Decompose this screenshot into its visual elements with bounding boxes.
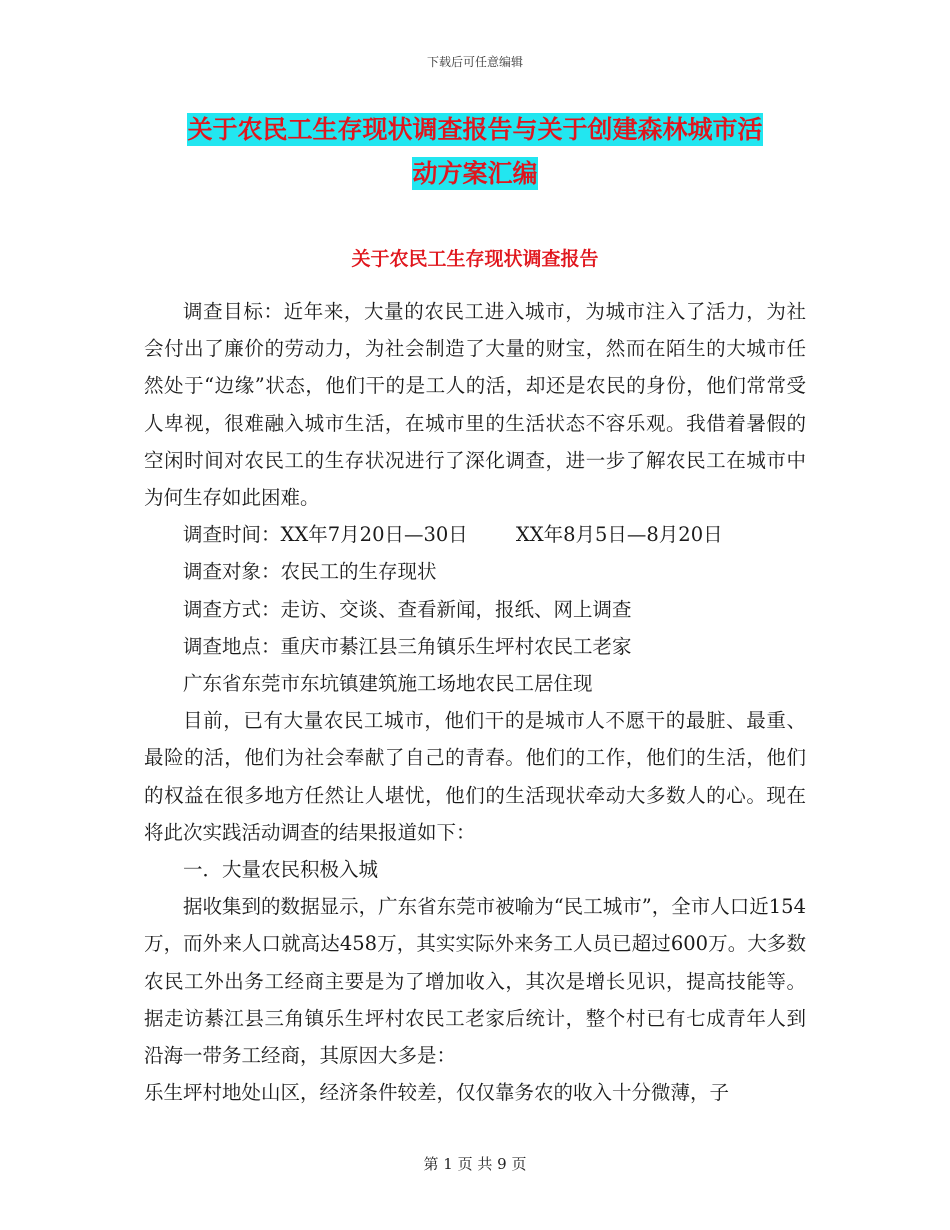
heading-section-1: 一．大量农民积极入城 bbox=[183, 858, 379, 882]
document-title bbox=[130, 108, 820, 196]
paragraph-survey-place: 调查地点：重庆市綦江县三角镇乐生坪村农民工老家 bbox=[183, 634, 632, 658]
paragraph-survey-method: 调查方式：走访、交谈、查看新闻，报纸、网上调查 bbox=[183, 597, 632, 621]
paragraph-purpose: 调查目标：近年来，大量的农民工进入城市，为城市注入了活力，为社会付出了廉价的劳动力，为社会制造了大量的财宝，然而在陌生的大城市任然处于“边缘”状态，他们干的是工人的活，却还是农民的身份，他们常常受人卑视，很难融入城市生活，在城市里的生活状态不容乐观。我借着暑假的空闲时间对农民工的生存状况进行了深化调查，进一步了解农民工在城市中为何生存如此困难。 bbox=[144, 300, 806, 510]
paragraph-survey-time bbox=[144, 516, 806, 553]
paragraph-survey-object: 调查对象：农民工的生存现状 bbox=[183, 560, 437, 584]
document-body bbox=[144, 293, 806, 1111]
page-footer: 第 1 页 共 9 页 bbox=[423, 1155, 527, 1173]
survey-time-range-2: XX年8月5日—8月20日 bbox=[515, 523, 723, 547]
paragraph-continued: 乐生坪村地处山区，经济条件较差，仅仅靠务农的收入十分微薄，子 bbox=[144, 1081, 730, 1105]
paragraph-current-situation: 目前，已有大量农民工城市，他们干的是城市人不愿干的最脏、最重、最险的活，他们为社会奉献了自己的青春。他们的工作，他们的生活，他们的权益在很多地方任然让人堪忧，他们的生活现状牵动大多数人的心。现在将此次实践活动调查的结果报道如下： bbox=[144, 709, 806, 844]
survey-time-range-1: 调查时间：XX年7月20日—30日 bbox=[183, 523, 468, 547]
header-note: 下载后可任意编辑 bbox=[426, 55, 523, 69]
section-title: 关于农民工生存现状调查报告 bbox=[351, 248, 599, 270]
paragraph-survey-place-2: 广东省东莞市东坑镇建筑施工场地农民工居住现 bbox=[183, 672, 593, 696]
title-line-1: 关于农民工生存现状调查报告与关于创建森林城市活 bbox=[187, 115, 763, 144]
paragraph-data: 据收集到的数据显示，广东省东莞市被喻为“民工城市”，全市人口近154万，而外来人口就高达458万，其实实际外来务工人员已超过600万。大多数农民工外出务工经商主要是为了增加收入，其次是增长见识，提高技能等。据走访綦江县三角镇乐生坪村农民工老家后统计，整个村已有七成青年人到沿海一带务工经商，其原因大多是： bbox=[144, 895, 806, 1068]
title-line-2: 动方案汇编 bbox=[412, 159, 538, 188]
